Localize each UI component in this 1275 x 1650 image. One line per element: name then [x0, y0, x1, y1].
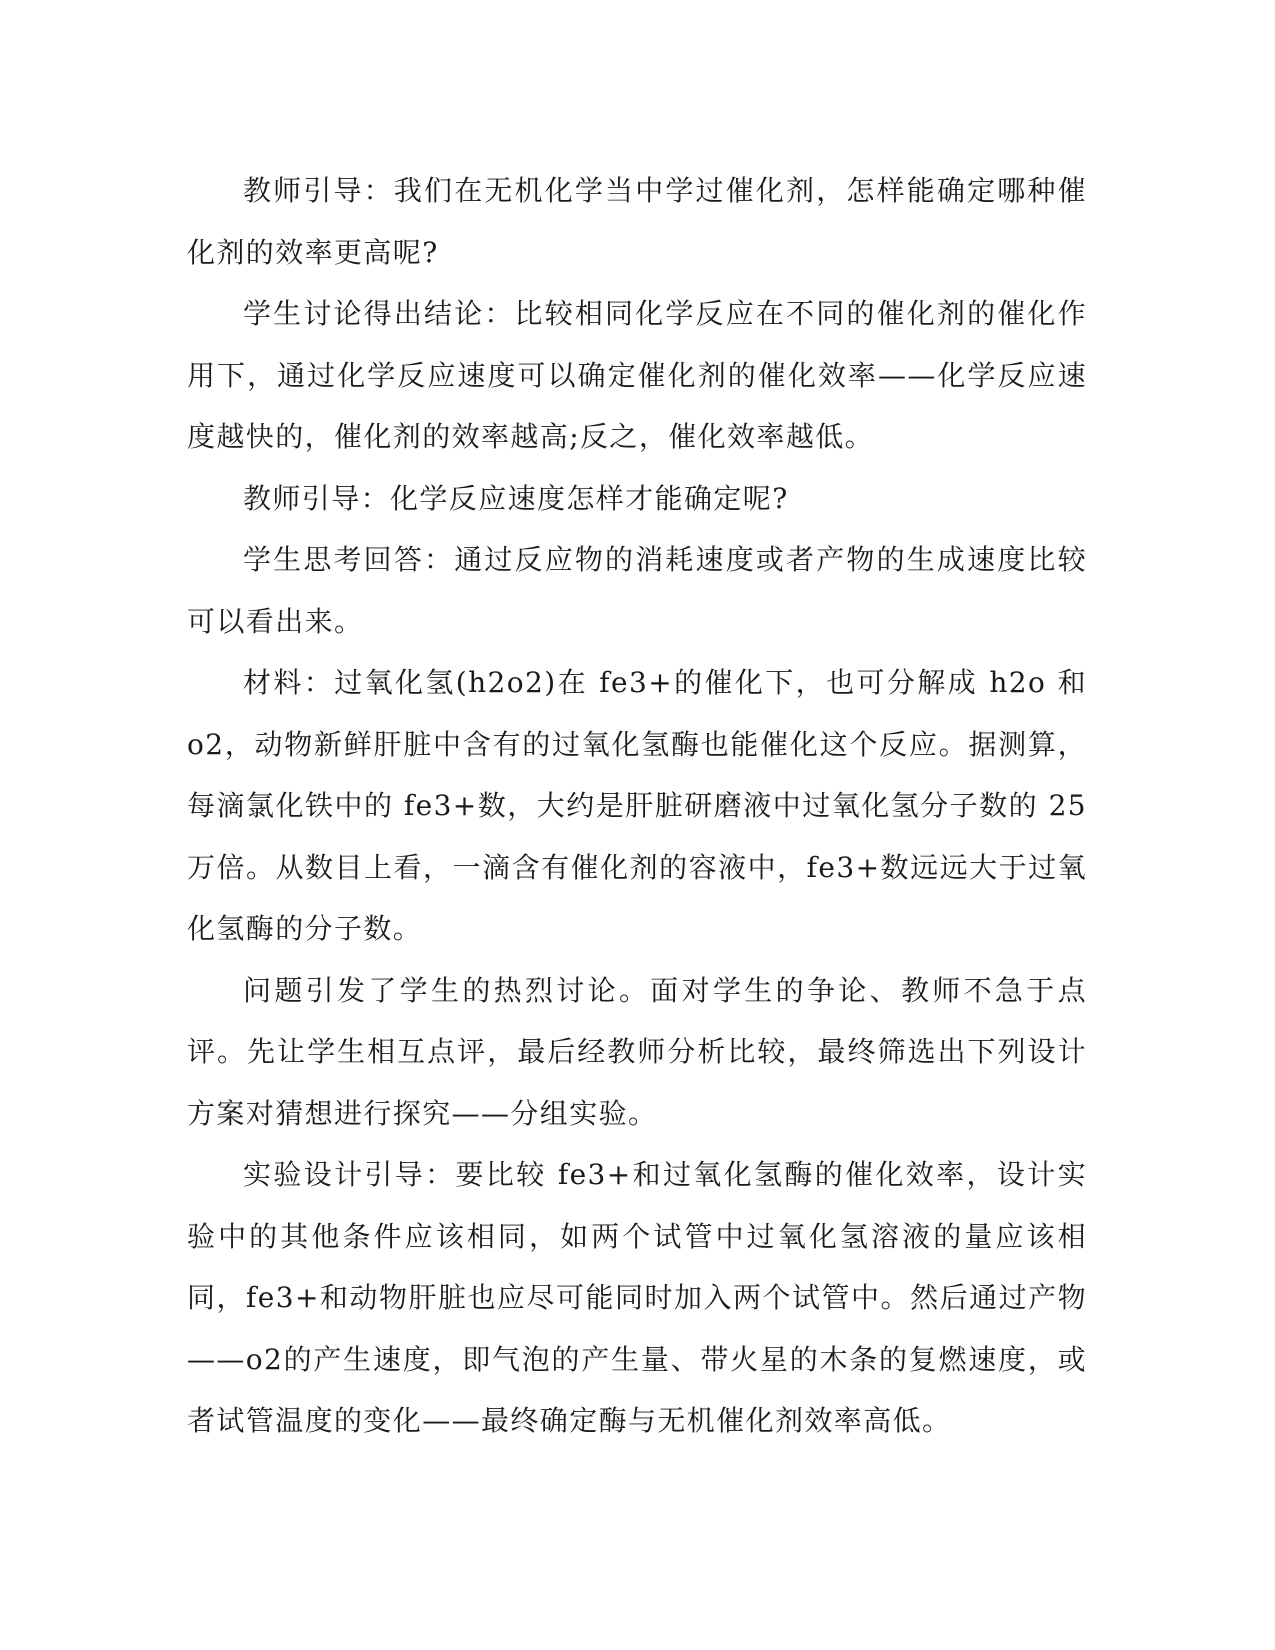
paragraph-student-conclusion: 学生讨论得出结论：比较相同化学反应在不同的催化剂的催化作用下，通过化学反应速度可以确定催化剂的催化效率——化学反应速度越快的，催化剂的效率越高;反之，催化效率越低。 — [187, 297, 1087, 453]
paragraph-experiment-design: 实验设计引导：要比较 fe3+和过氧化氢酶的催化效率，设计实验中的其他条件应该相同，如两个试管中过氧化氢溶液的量应该相同，fe3+和动物肝脏也应尽可能同时加入两个试管中。然后通过产物——o2的产生速度，即气泡的产生量、带火星的木条的复燃速度，或者试管温度的变化——最终确定酶与无机催化剂效率高低。 — [187, 1158, 1087, 1437]
paragraph-discussion: 问题引发了学生的热烈讨论。面对学生的争论、教师不急于点评。先让学生相互点评，最后经教师分析比较，最终筛选出下列设计方案对猜想进行探究——分组实验。 — [187, 973, 1087, 1130]
document-body — [187, 160, 1087, 1452]
paragraph-teacher-guide-2: 教师引导：化学反应速度怎样才能确定呢? — [243, 481, 789, 515]
paragraph-teacher-guide-1: 教师引导：我们在无机化学当中学过催化剂，怎样能确定哪种催化剂的效率更高呢? — [187, 174, 1087, 269]
paragraph-material: 材料：过氧化氢(h2o2)在 fe3+的催化下，也可分解成 h2o 和 o2，动物新鲜肝脏中含有的过氧化氢酶也能催化这个反应。据测算，每滴氯化铁中的 fe3+数，大约是肝脏研磨液中过氧化氢分子数的 25 万倍。从数目上看，一滴含有催化剂的容液中，fe3+数远远大于过氧化氢酶的分子数。 — [187, 666, 1087, 945]
paragraph-student-answer: 学生思考回答：通过反应物的消耗速度或者产物的生成速度比较可以看出来。 — [187, 543, 1087, 638]
